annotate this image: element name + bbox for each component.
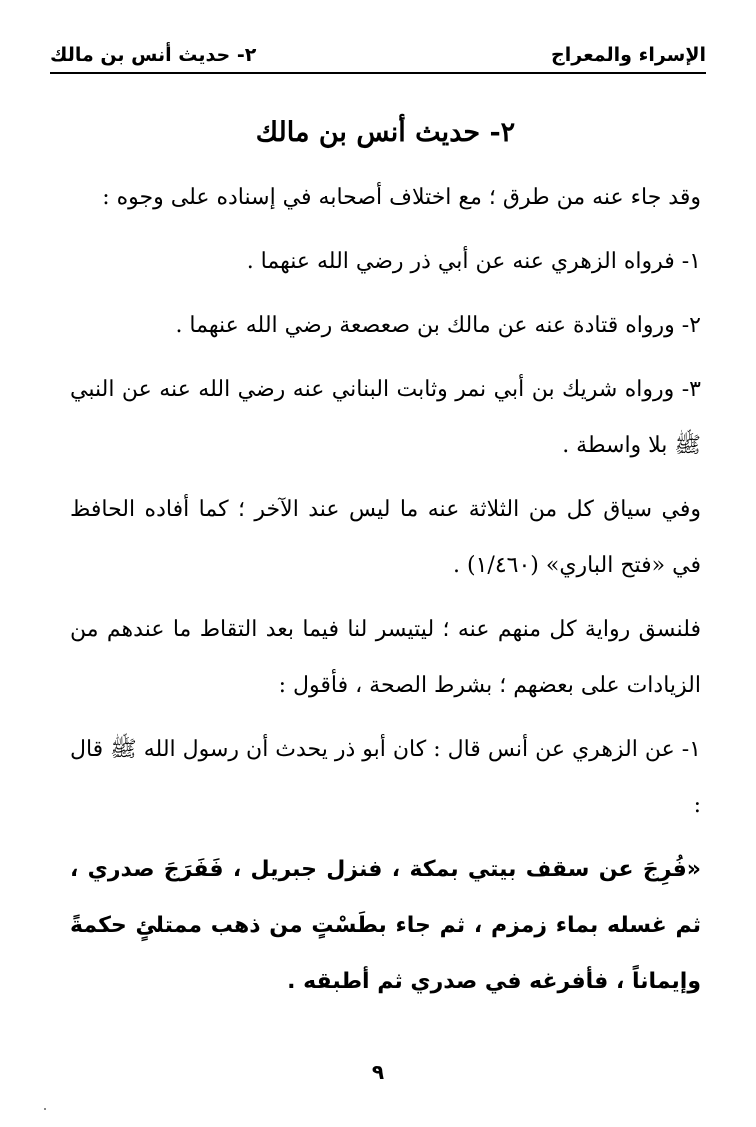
paragraph: ١- عن الزهري عن أنس قال : كان أبو ذر يحدث أن رسول الله ﷺ قال : [69, 737, 701, 818]
page-number: ٩ [371, 1060, 385, 1084]
header-chapter-title: ٢- حديث أنس بن مالك [50, 44, 257, 66]
hadith-text: «فُرِجَ عن سقف بيتي بمكة ، فنزل جبريل ، فَفَرَجَ صدري ، ثم غسله بماء زمزم ، ثم جاء بطَسْتٍ من ذهب ممتلئٍ حكمةً وإيماناً ، فأفرغه في صدري ثم أطبقه . [70, 857, 701, 994]
paragraph: ٣- ورواه شريك بن أبي نمر وثابت البناني عنه رضي الله عنه عن النبي ﷺ بلا واسطة . [70, 377, 701, 458]
paragraph: فلنسق رواية كل منهم عنه ؛ ليتيسر لنا فيما بعد التقاط ما عندهم من الزيادات على بعضهم ؛ بشرط الصحة ، فأقول : [70, 617, 701, 698]
page-body [70, 108, 701, 1018]
paragraph: ٢- ورواه قتادة عنه عن مالك بن صعصعة رضي الله عنهما . [175, 313, 701, 338]
section-title: ٢- حديث أنس بن مالك [255, 117, 516, 148]
paragraph: وفي سياق كل من الثلاثة عنه ما ليس عند الآخر ؛ كما أفاده الحافظ في «فتح الباري» (١/٤٦٠) . [70, 497, 701, 578]
scan-speck [44, 1108, 46, 1110]
paragraph: وقد جاء عنه من طرق ؛ مع اختلاف أصحابه في إسناده على وجوه : [102, 185, 701, 210]
paragraph: ١- فرواه الزهري عنه عن أبي ذر رضي الله عنهما . [246, 249, 701, 274]
running-header [50, 34, 706, 74]
header-book-title: الإسراء والمعراج [551, 44, 706, 66]
